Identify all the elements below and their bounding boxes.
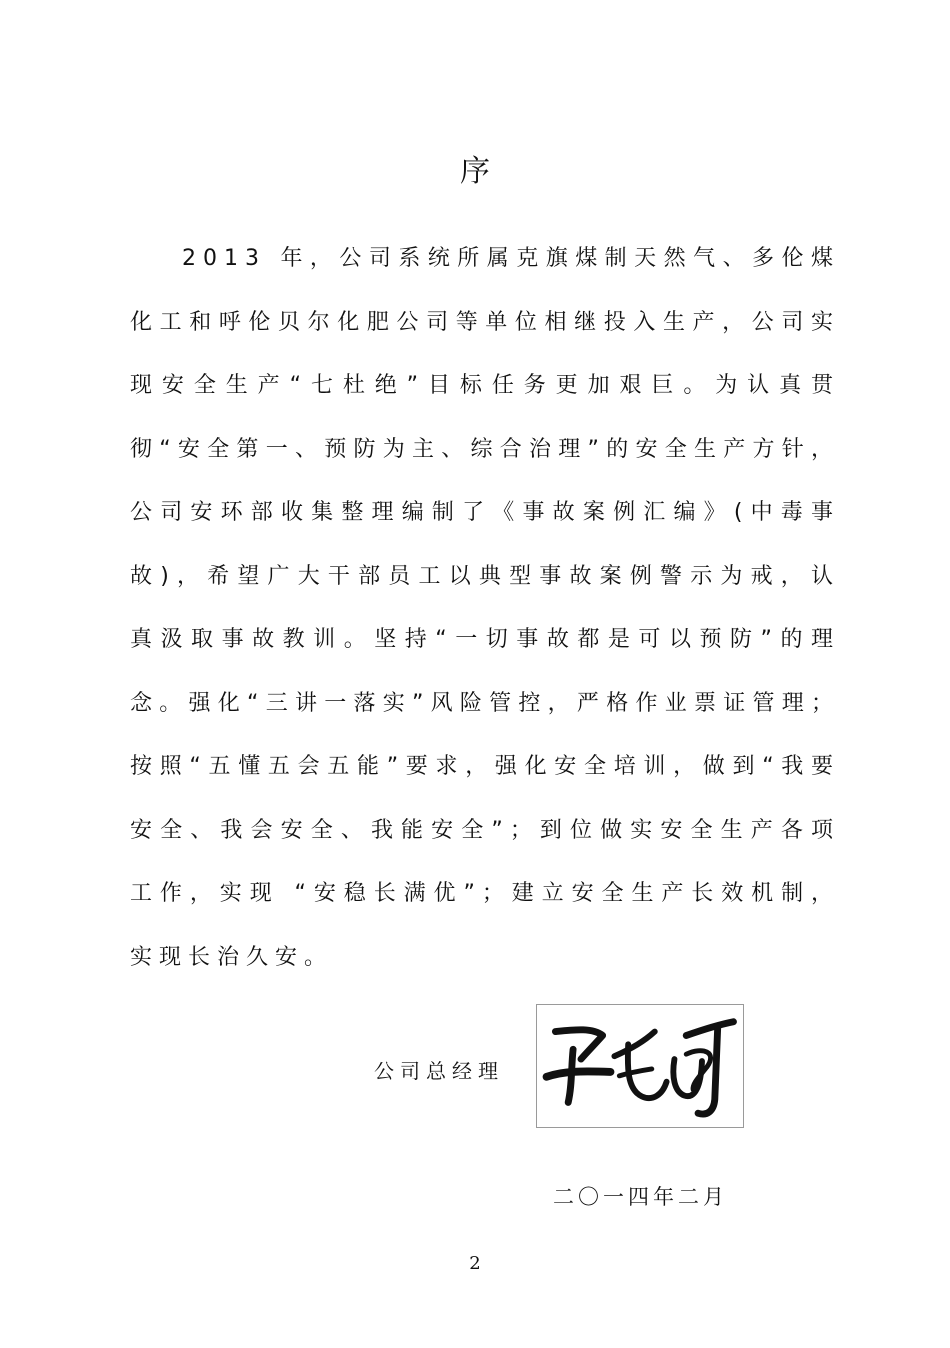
document-date: 二〇一四年二月 [553, 1185, 728, 1209]
page-number: 2 [469, 1253, 481, 1274]
handwritten-signature-image [536, 1004, 744, 1128]
body-paragraph: 2013 年，公司系统所属克旗煤制天然气、多伦煤化工和呼伦贝尔化肥公司等单位相继投入生产，公司实现安全生产“七杜绝”目标任务更加艰巨。为认真贯彻“安全第一、预防为主、综合治理”的安全生产方针，公司安环部收集整理编制了《事故案例汇编》(中毒事故)，希望广大干部员工以典型事故案例警示为戒，认真汲取事故教训。坚持“一切事故都是可以预防”的理念。强化“三讲一落实”风险管控，严格作业票证管理；按照“五懂五会五能”要求，强化安全培训，做到“我要安全、我会安全、我能安全”；到位做实安全生产各项工作，实现 “安稳长满优”；建立安全生产长效机制，实现长治久安。 [130, 246, 840, 970]
handwritten-signature-svg [537, 1005, 743, 1127]
page-title: 序 [460, 154, 490, 189]
signature-label: 公司总经理 [374, 1059, 504, 1083]
body-paragraph-container [130, 227, 840, 989]
